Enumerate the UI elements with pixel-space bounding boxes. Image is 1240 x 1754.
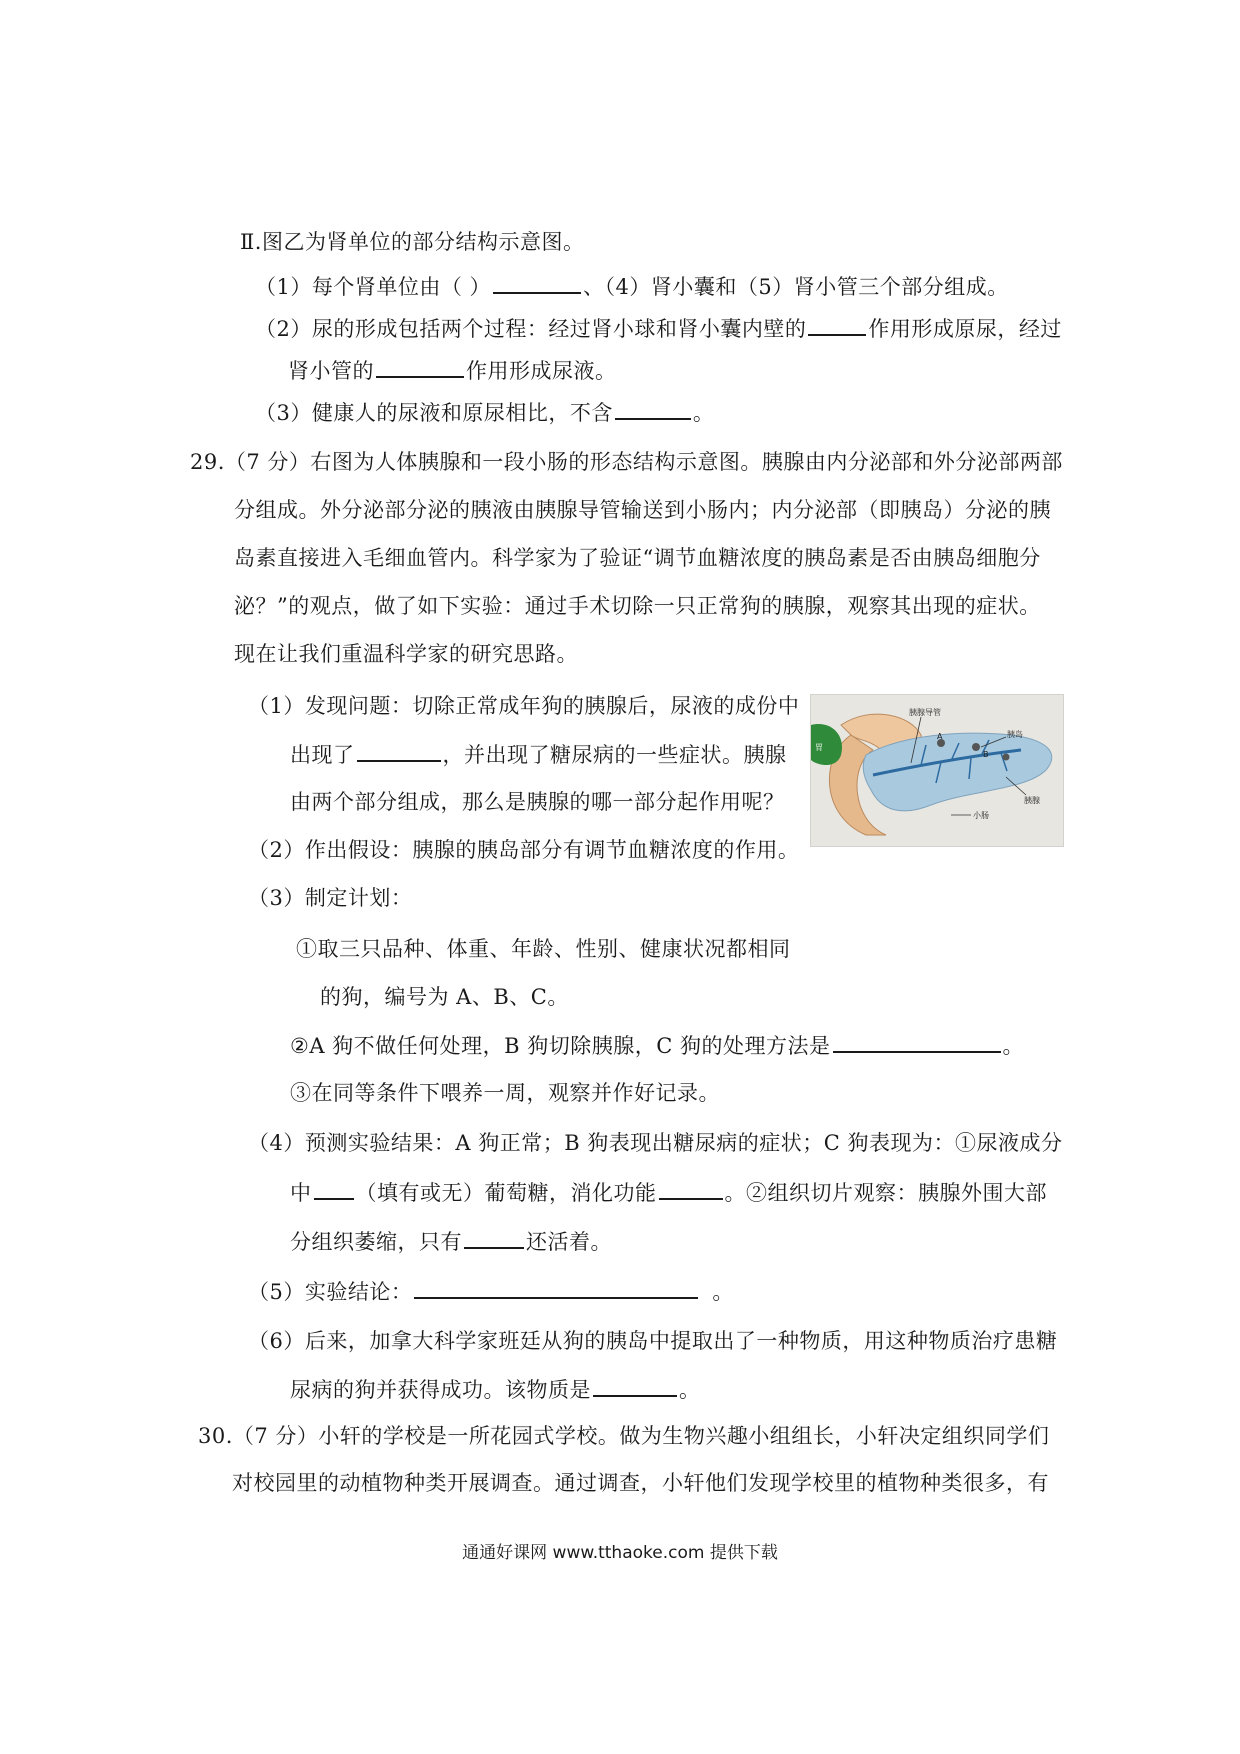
label-a: A: [937, 732, 943, 741]
q29-intro-line3: 岛素直接进入毛细血管内。科学家为了验证“调节血糖浓度的胰岛素是否由胰岛细胞分: [234, 546, 1041, 570]
q29-intro-line1: 29.（7 分）右图为人体胰腺和一段小肠的形态结构示意图。胰腺由内分泌部和外分泌部两部: [190, 450, 1063, 474]
q29-p4-line2: [290, 1178, 1047, 1207]
q29-intro-line4: 泌？”的观点，做了如下实验：通过手术切除一只正常狗的胰腺，观察其出现的症状。: [234, 594, 1041, 618]
text: （2）尿的形成包括两个过程：经过肾小球和肾小囊内壁的: [255, 317, 807, 341]
q29-p3-title: （3）制定计划：: [248, 886, 413, 910]
q29-p3-step1b: 的狗，编号为 A、B、C。: [320, 985, 569, 1009]
q29-p3-step1a: ①取三只品种、体重、年龄、性别、健康状况都相同: [296, 937, 791, 961]
q29-p3-step3: ③在同等条件下喂养一周，观察并作好记录。: [290, 1081, 720, 1105]
q29-p1-line2: [290, 740, 787, 769]
text: 肾小管的: [288, 359, 374, 383]
section2-q1-pre: （1）每个肾单位由（ ）: [255, 275, 492, 299]
section2-q1-mid: 、（4）肾小囊和（5）肾小管三个部分组成。: [583, 275, 1009, 299]
text: （5）实验结论：: [248, 1280, 413, 1304]
q29-p6-line1: （6）后来，加拿大科学家班廷从狗的胰岛中提取出了一种物质，用这种物质治疗患糖: [248, 1329, 1058, 1353]
section2-title: Ⅱ.图乙为肾单位的部分结构示意图。: [240, 230, 585, 254]
text: 。: [692, 401, 715, 425]
q29-p4-line3: [290, 1227, 612, 1256]
text: 。: [679, 1378, 701, 1402]
q29-p6-line2: [290, 1375, 701, 1404]
text: ②A 狗不做任何处理，B 狗切除胰腺，C 狗的处理方法是: [290, 1034, 831, 1058]
q29-intro-line5: 现在让我们重温科学家的研究思路。: [234, 642, 578, 666]
text: 。: [712, 1280, 734, 1304]
text: 尿病的狗并获得成功。该物质是: [290, 1378, 591, 1402]
text: 中: [290, 1181, 312, 1205]
q29-intro-line2: 分组成。外分泌部分泌的胰液由胰腺导管输送到小肠内；内分泌部（即胰岛）分泌的胰: [234, 498, 1051, 522]
q29-p5: [248, 1277, 734, 1306]
label-duct: 胰腺导管: [909, 708, 941, 717]
answer-blank[interactable]: [808, 314, 866, 336]
text: （填有或无）葡萄糖，消化功能: [355, 1181, 657, 1205]
answer-blank[interactable]: [615, 398, 691, 420]
text: （3）健康人的尿液和原尿相比，不含: [255, 401, 613, 425]
answer-blank[interactable]: [414, 1277, 698, 1299]
q29-p2: （2）作出假设：胰腺的胰岛部分有调节血糖浓度的作用。: [248, 838, 800, 862]
text: 分组织萎缩，只有: [290, 1230, 462, 1254]
q29-p3-step2: [290, 1031, 1024, 1060]
label-islet: 胰岛: [1007, 730, 1023, 739]
answer-blank[interactable]: [357, 740, 441, 762]
text: 作用形成原尿，经过: [868, 317, 1062, 341]
answer-blank[interactable]: [833, 1031, 1001, 1053]
answer-blank[interactable]: [376, 356, 464, 378]
answer-blank[interactable]: [659, 1178, 723, 1200]
answer-blank[interactable]: [314, 1178, 354, 1200]
text: 还活着。: [526, 1230, 612, 1254]
pancreas-diagram: [811, 695, 1063, 846]
q29-p4-line1: （4）预测实验结果：A 狗正常；B 狗表现出糖尿病的症状；C 狗表现为：①尿液成分: [248, 1131, 1063, 1155]
text: 。②组织切片观察：胰腺外围大部: [724, 1181, 1047, 1205]
answer-blank[interactable]: [593, 1375, 677, 1397]
label-pancreas: 胰腺: [1024, 796, 1040, 805]
pancreas-figure: [810, 694, 1064, 847]
text: ，并出现了糖尿病的一些症状。胰腺: [442, 743, 787, 767]
label-b: B: [983, 750, 989, 759]
text: 作用形成尿液。: [466, 359, 617, 383]
section2-q2-line1: [255, 314, 1062, 343]
text: 出现了: [290, 743, 355, 767]
section2-q2-line2: [288, 356, 617, 385]
answer-blank[interactable]: [493, 272, 581, 294]
q29-p1-line3: 由两个部分组成，那么是胰腺的哪一部分起作用呢？: [290, 790, 785, 814]
q29-p1-line1: （1）发现问题：切除正常成年狗的胰腺后，尿液的成份中: [248, 694, 800, 718]
section2-q3: [255, 398, 714, 427]
answer-blank[interactable]: [464, 1227, 524, 1249]
q30-line1: 30.（7 分）小轩的学校是一所花园式学校。做为生物兴趣小组组长，小轩决定组织同学们: [198, 1424, 1050, 1448]
text: 。: [1002, 1034, 1025, 1058]
section2-q1: [255, 272, 1009, 301]
page-footer: 通通好课网 www.tthaoke.com 提供下载: [462, 1543, 778, 1563]
q30-line2: 对校园里的动植物种类开展调查。通过调查，小轩他们发现学校里的植物种类很多，有: [232, 1471, 1049, 1495]
label-stomach: 胃: [815, 743, 823, 752]
label-intestine: 小肠: [973, 811, 989, 820]
